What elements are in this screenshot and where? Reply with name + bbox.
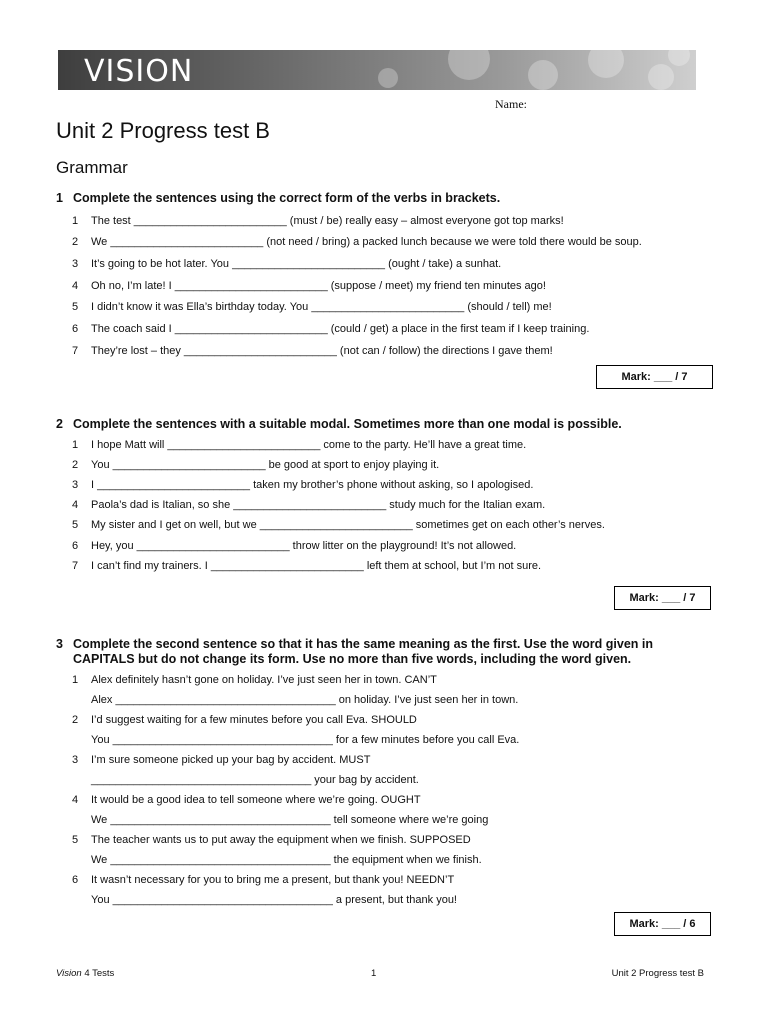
item-number: 7 <box>72 559 79 572</box>
list-item <box>56 280 716 293</box>
page-number: 1 <box>371 968 377 979</box>
exercise-instruction: Complete the sentences using the correct form of the verbs in brackets. <box>73 191 501 205</box>
footer-right: Unit 2 Progress test B <box>611 968 704 979</box>
item-number: 3 <box>72 754 79 766</box>
exercise-items <box>56 215 716 358</box>
banner-bokeh-dot <box>448 50 490 80</box>
exercise-number: 3 <box>56 637 63 651</box>
item-text: The test _________________________ (must / be) really easy – almost everyone got top marks! <box>91 214 564 227</box>
item-text: I hope Matt will _________________________ come to the party. He’ll have a great time. <box>91 439 527 452</box>
list-item <box>56 834 716 867</box>
item-answer-line: You ____________________________________ a present, but thank you! <box>91 894 457 906</box>
item-answer-line: We ____________________________________ the equipment when we finish. <box>91 854 482 866</box>
list-item <box>56 215 716 228</box>
header-banner <box>58 50 696 90</box>
mark-box-2: Mark: ___ / 7 <box>614 586 711 610</box>
list-item <box>56 499 716 512</box>
banner-bokeh-dot <box>648 64 674 90</box>
list-item <box>56 323 716 336</box>
item-number: 2 <box>72 236 79 249</box>
exercise-instruction: Complete the sentences with a suitable modal. Sometimes more than one modal is possible. <box>73 417 622 431</box>
list-item <box>56 258 716 271</box>
list-item <box>56 540 716 553</box>
exercise-3 <box>56 637 716 907</box>
item-text: The teacher wants us to put away the equipment when we finish. SUPPOSED <box>91 834 471 846</box>
exercise-1 <box>56 191 716 358</box>
item-number: 6 <box>72 539 79 552</box>
item-number: 3 <box>72 258 79 271</box>
exercise-items <box>56 674 716 907</box>
item-answer-line: Alex ____________________________________ on holiday. I’ve just seen her in town. <box>91 694 519 706</box>
footer-book-suffix: 4 Tests <box>81 968 115 979</box>
list-item <box>56 236 716 249</box>
item-answer-line: We ____________________________________ tell someone where we’re going <box>91 814 489 826</box>
item-number: 4 <box>72 499 79 512</box>
item-text: Alex definitely hasn’t gone on holiday. I’ve just seen her in town. CAN’T <box>91 674 437 686</box>
item-text: My sister and I get on well, but we _________________________ sometimes get on each other’s nerves. <box>91 519 605 532</box>
list-item <box>56 560 716 573</box>
list-item <box>56 874 716 907</box>
item-number: 1 <box>72 674 79 686</box>
item-number: 4 <box>72 794 79 806</box>
exercise-items <box>56 439 716 573</box>
exercise-heading <box>56 191 716 206</box>
item-text: I can’t find my trainers. I _________________________ left them at school, but I’m not sure. <box>91 559 542 572</box>
mark-box-3: Mark: ___ / 6 <box>614 912 711 936</box>
list-item <box>56 345 716 358</box>
item-number: 2 <box>72 459 79 472</box>
list-item <box>56 714 716 747</box>
list-item <box>56 794 716 827</box>
item-text: You _________________________ be good at sport to enjoy playing it. <box>91 459 440 472</box>
list-item <box>56 479 716 492</box>
item-text: Paola’s dad is Italian, so she _________________________ study much for the Italian exam. <box>91 499 546 512</box>
list-item <box>56 674 716 707</box>
exercise-2 <box>56 417 716 573</box>
list-item <box>56 754 716 787</box>
item-answer-line: ____________________________________ your bag by accident. <box>91 774 419 786</box>
item-text: I’m sure someone picked up your bag by accident. MUST <box>91 754 371 766</box>
item-number: 5 <box>72 834 79 846</box>
list-item <box>56 439 716 452</box>
item-text: We _________________________ (not need / bring) a packed lunch because we were told there would be soup. <box>91 236 642 249</box>
exercise-instruction: Complete the second sentence so that it has the same meaning as the first. Use the word given in CAPITALS but do not change its form. Use no more than five words, including the word given. <box>73 637 653 666</box>
item-text: I _________________________ taken my brother’s phone without asking, so I apologised. <box>91 479 534 492</box>
item-number: 6 <box>72 874 79 886</box>
item-number: 5 <box>72 301 79 314</box>
item-number: 1 <box>72 439 79 452</box>
item-number: 2 <box>72 714 79 726</box>
item-number: 7 <box>72 344 79 357</box>
item-number: 6 <box>72 323 79 336</box>
item-text: I’d suggest waiting for a few minutes before you call Eva. SHOULD <box>91 714 417 726</box>
section-title: Grammar <box>56 158 128 177</box>
exercise-number: 1 <box>56 191 63 205</box>
list-item <box>56 301 716 314</box>
item-text: It would be a good idea to tell someone where we’re going. OUGHT <box>91 794 421 806</box>
list-item <box>56 459 716 472</box>
footer-book-name: Vision <box>56 968 82 979</box>
banner-bokeh-dot <box>588 50 624 78</box>
banner-bokeh-dot <box>528 60 558 90</box>
banner-bokeh-dot <box>378 68 398 88</box>
banner-bokeh-dot <box>668 50 690 66</box>
exercise-number: 2 <box>56 417 63 431</box>
mark-box-1: Mark: ___ / 7 <box>596 365 713 389</box>
item-text: It’s going to be hot later. You _________________________ (ought / take) a sunhat. <box>91 258 502 271</box>
exercise-heading <box>56 637 716 667</box>
item-text: It wasn’t necessary for you to bring me a present, but thank you! NEEDN’T <box>91 874 455 886</box>
exercise-heading <box>56 417 716 432</box>
item-number: 3 <box>72 479 79 492</box>
item-number: 5 <box>72 519 79 532</box>
name-label: Name: <box>495 97 527 111</box>
item-number: 1 <box>72 214 79 227</box>
item-text: Oh no, I’m late! I _________________________ (suppose / meet) my friend ten minutes ago! <box>91 279 546 292</box>
item-text: They’re lost – they _________________________ (not can / follow) the directions I gave them! <box>91 344 553 357</box>
page-title: Unit 2 Progress test B <box>56 118 270 143</box>
footer-left <box>56 968 114 979</box>
item-answer-line: You ____________________________________ for a few minutes before you call Eva. <box>91 734 520 746</box>
list-item <box>56 519 716 532</box>
item-number: 4 <box>72 279 79 292</box>
vision-logo: VISION <box>84 54 194 89</box>
item-text: The coach said I _________________________ (could / get) a place in the first team if I keep training. <box>91 323 590 336</box>
item-text: I didn’t know it was Ella’s birthday today. You _________________________ (should / tell) me! <box>91 301 552 314</box>
item-text: Hey, you _________________________ throw litter on the playground! It’s not allowed. <box>91 539 517 552</box>
